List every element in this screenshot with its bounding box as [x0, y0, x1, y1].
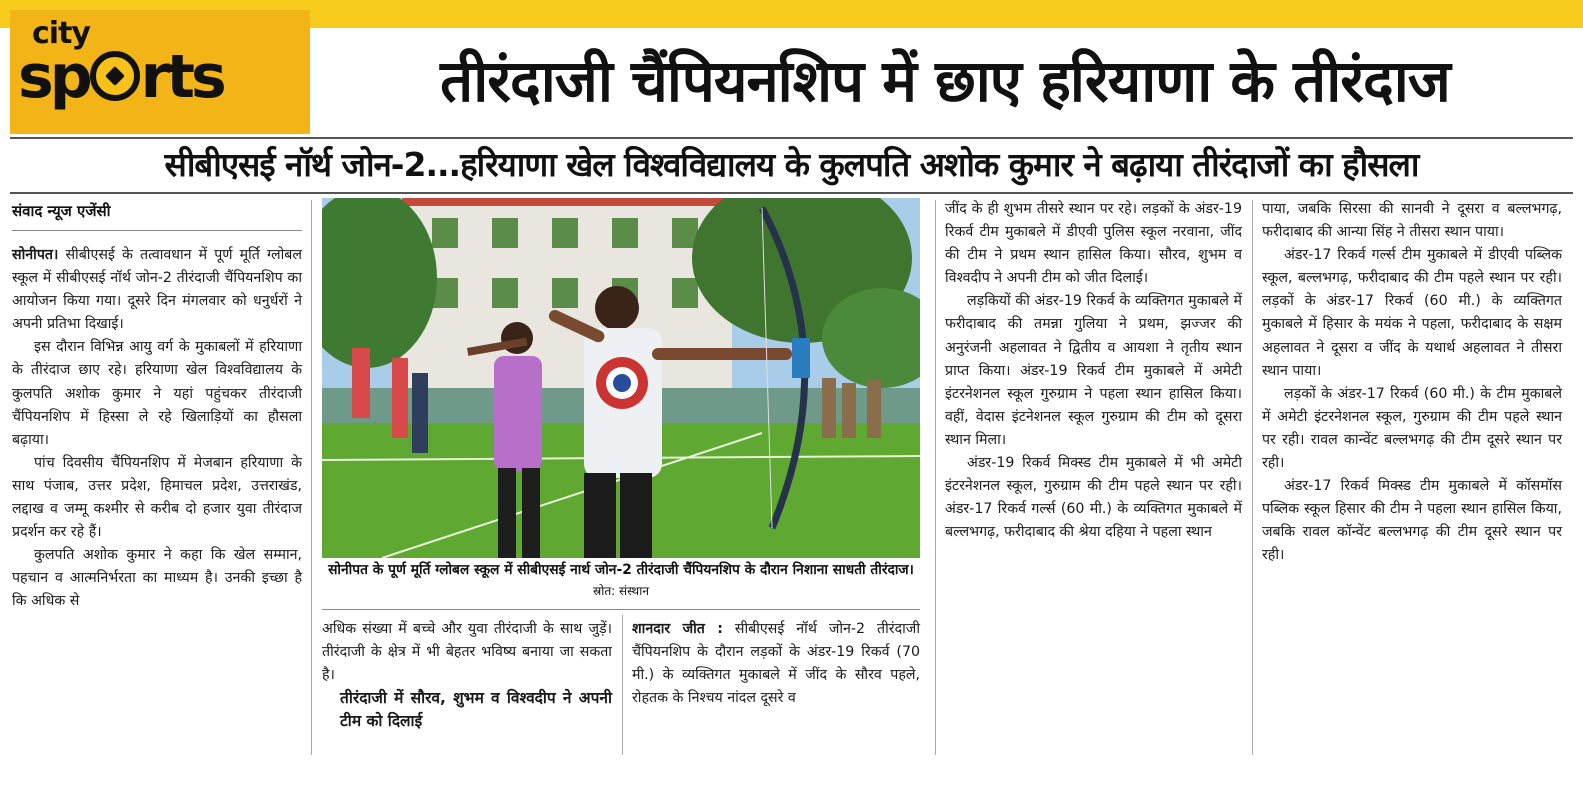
column2-subhead: तीरंदाजी में सौरव, शुभम व विश्वदीप ने अपनी टीम को दिलाई: [340, 689, 612, 731]
article-column-4: [945, 198, 1242, 544]
column-divider-3: [1252, 200, 1253, 755]
main-headline: तीरंदाजी चैंपियनशिप में छाए हरियाणा के तीरंदाज: [440, 47, 1450, 115]
column5-paragraph-1: पाया, जबकि सिरसा की सानवी ने दूसरा व बल्लभगढ़, फरीदाबाद की आन्या सिंह ने तीसरा स्थान पाया।: [1262, 201, 1562, 241]
caption-divider: [322, 609, 920, 610]
football-icon: [90, 51, 140, 101]
byline-divider: [12, 230, 302, 231]
column1-paragraph-1: [12, 244, 302, 336]
column3-lead: शानदार जीत :: [632, 621, 723, 637]
dateline: सोनीपत।: [12, 247, 59, 263]
column5-paragraph-2: अंडर-17 रिकर्व गर्ल्स टीम मुकाबले में डीएवी पब्लिक स्कूल, बल्लभगढ़, फरीदाबाद की टीम पहले स्थान पर रही। लड़कों के अंडर-17 रिकर्व (60 मी.) के व्यक्तिगत मुकाबले में हिसार के मयंक ने पहला, फरीदाबाद के सक्षम अहलावत ने दूसरा व जींद के यथार्थ अहलावत ने तीसरा स्थान पाया।: [1262, 247, 1562, 379]
column-divider-2: [935, 200, 936, 755]
article-column-1: [12, 244, 302, 614]
logo-city-text: city: [32, 16, 90, 51]
article-column-2: [322, 618, 612, 733]
column-divider-photo: [622, 615, 623, 755]
column3-p1-text: सीबीएसई नॉर्थ जोन-2 तीरंदाजी चैंपियनशिप के दौरान लड़कों के अंडर-19 रिकर्व (70 मी.) के व्यक्तिगत मुकाबले में जींद के सौरव पहले, रोहतक के निश्चय नांदल दूसरे व: [632, 621, 920, 707]
column4-paragraph-1: जींद के ही शुभम तीसरे स्थान पर रहे। लड़कों के अंडर-19 रिकर्व टीम मुकाबले में डीएवी पुलिस स्कूल नरवाना, जींद की टीम ने प्रथम स्थान हासिल किया। सौरव, शुभम व विश्वदीप ने अपनी टीम को जीत दिलाई।: [945, 201, 1242, 287]
photo-caption-text: सोनीपत के पूर्ण मूर्ति ग्लोबल स्कूल में सीबीएसई नार्थ जोन-2 तीरंदाजी चैंपियनशिप के दौरान निशाना साधती तीरंदाज।: [328, 562, 914, 578]
article-column-5: [1262, 198, 1562, 568]
column1-paragraph-2: इस दौरान विभिन्न आयु वर्ग के मुकाबलों में हरियाणा के तीरंदाज छाए रहे। हरियाणा खेल विश्वविद्यालय के कुलपति अशोक कुमार ने यहां पहुंचकर तीरंदाजी चैंपियनशिप में हिस्सा ले रहे खिलाड़ियों का हौसला बढ़ाया।: [12, 339, 302, 448]
subhead-divider: [10, 192, 1573, 194]
sub-headline: सीबीएसई नॉर्थ जोन-2...हरियाणा खेल विश्वविद्यालय के कुलपति अशोक कुमार ने बढ़ाया तीरंदाजों का हौसला: [164, 145, 1419, 184]
city-sports-logo: [10, 10, 310, 134]
column-divider-1: [311, 200, 312, 755]
archery-photo: [322, 198, 920, 558]
photo-credit: स्रोत: संस्थान: [592, 584, 649, 598]
column3-paragraph-1: [632, 618, 920, 710]
column1-paragraph-3: पांच दिवसीय चैंपियनशिप में मेजबान हरियाणा के साथ पंजाब, उत्तर प्रदेश, हिमाचल प्रदेश, उत्तराखंड, लद्दाख व जम्मू कश्मीर से करीब दो हजार युवा तीरंदाज प्रदर्शन कर रहे हैं।: [12, 454, 302, 541]
column2-paragraph-1: अधिक संख्या में बच्चे और युवा तीरंदाजी के साथ जुड़ें। तीरंदाजी के क्षेत्र में भी बेहतर भविष्य बनाया जा सकता है।: [322, 621, 612, 684]
column4-paragraph-2: लड़कियों की अंडर-19 रिकर्व के व्यक्तिगत मुकाबले में फरीदाबाद की तमन्ना गुलिया ने प्रथम, झज्जर की अनुरंजनी अहलावत ने द्वितीय व आयशा ने तृतीय स्थान प्राप्त किया। अंडर-19 रिकर्व टीम मुकाबले में अमेटी इंटरनेशनल स्कूल गुरुग्राम ने पहला स्थान हासिल किया। वहीं, वेदास इंटनेशनल स्कूल गुरुग्राम की टीम को दूसरा स्थान मिला।: [945, 293, 1242, 448]
column5-paragraph-3: लड़कों के अंडर-17 रिकर्व (60 मी.) के टीम मुकाबले में अमेटी इंटरनेशनल स्कूल, गुरुग्राम की टीम पहले स्थान पर रही। रावल कान्वेंट बल्लभगढ़ की टीम दूसरे स्थान पर रही।: [1262, 385, 1562, 472]
photo-caption: [322, 560, 920, 602]
column1-paragraph-4: कुलपति अशोक कुमार ने कहा कि खेल सम्मान, पहचान व आत्मनिर्भरता का माध्यम है। उनकी इच्छा है कि अधिक से: [12, 547, 302, 610]
column5-paragraph-4: अंडर-17 रिकर्व मिक्स्ड टीम मुकाबले में कॉसमॉस पब्लिक स्कूल हिसार की टीम ने पहला स्थान हासिल किया, जबकि रावल कॉन्वेंट बल्लभगढ़ की टीम दूसरे स्थान पर रही।: [1262, 478, 1562, 564]
headline-divider: [10, 137, 1573, 139]
logo-sports-pre: sp: [18, 42, 89, 112]
article-column-3: [632, 618, 920, 710]
column1-p1-text: सीबीएसई के तत्वावधान में पूर्ण मूर्ति ग्लोबल स्कूल में सीबीएसई नॉर्थ जोन-2 तीरंदाजी चैंपियनशिप का आयोजन किया गया। दूसरे दिन मंगलवार को धनुर्धरों ने अपनी प्रतिभा दिखाई।: [12, 247, 302, 333]
logo-sports-text: [18, 42, 223, 112]
logo-sports-post: rts: [140, 42, 223, 112]
byline: संवाद न्यूज एजेंसी: [12, 202, 111, 220]
archery-photo-illustration: [322, 198, 920, 558]
column4-paragraph-3: अंडर-19 रिकर्व मिक्स्ड टीम मुकाबले में भी अमेटी इंटरनेशनल स्कूल, गुरुग्राम की टीम पहले स्थान पर रही। अंडर-17 रिकर्व गर्ल्स (60 मी.) के व्यक्तिगत मुकाबले में बल्लभगढ़, फरीदाबाद की श्रेया दहिया ने पहला स्थान: [945, 455, 1242, 541]
